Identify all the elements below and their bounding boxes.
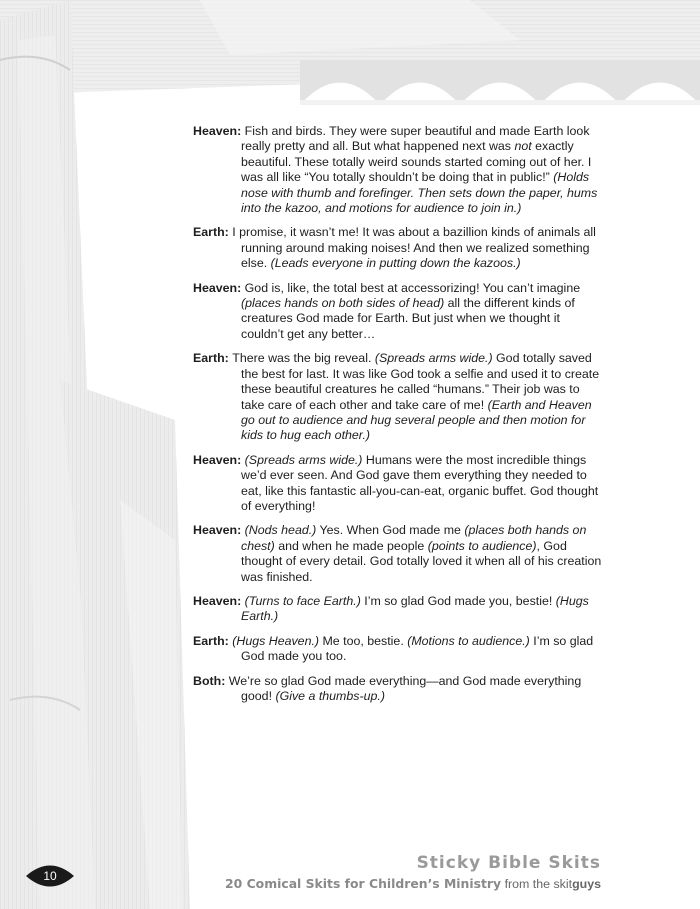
speaker-label: Earth: <box>193 225 229 240</box>
book-title: Sticky Bible Skits <box>416 853 601 873</box>
book-subtitle <box>225 876 601 891</box>
stage-direction: (Motions to audience.) <box>407 633 530 648</box>
dialogue-text: and when he made people <box>274 538 428 553</box>
stage-direction: (Nods head.) <box>244 523 317 538</box>
brand-skit: skit <box>553 877 573 891</box>
speaker-label: Both: <box>193 673 226 688</box>
dialogue-text: all the different kinds of creatures God made for Earth. But just when we thought it couldn’t get any better… <box>241 296 575 341</box>
speaker-label: Heaven: <box>193 280 242 295</box>
speaker-label: Earth: <box>193 633 229 648</box>
dialogue-line <box>193 351 603 443</box>
dialogue-line <box>193 453 603 515</box>
stage-direction: (Hugs Earth.) <box>241 593 589 624</box>
dialogue-text: We’re so glad God made everything—and God made everything good! <box>228 673 582 703</box>
dialogue-line <box>193 674 603 705</box>
stage-direction: (Holds nose with thumb and forefinger. Then sets down the paper, hums into the kazoo, and motions for audience to join in.) <box>241 170 598 216</box>
dialogue-text: I’m so glad God made you too. <box>241 633 594 664</box>
speaker-label: Heaven: <box>193 124 242 138</box>
dialogue-line <box>193 594 603 625</box>
stage-direction: (Leads everyone in putting down the kazoos.) <box>270 256 521 271</box>
dialogue-line <box>193 281 603 343</box>
stage-direction: not <box>514 139 532 154</box>
speaker-label: Heaven: <box>193 452 242 467</box>
dialogue-text: Me too, bestie. <box>319 633 408 648</box>
speaker-label: Heaven: <box>193 523 242 538</box>
stage-direction: (Spreads arms wide.) <box>244 452 363 467</box>
dialogue-text: I’m so glad God made you, bestie! <box>360 593 556 608</box>
dialogue-text: I promise, it wasn’t me! It was about a bazillion kinds of animals all running around making noises! And then we realized something else. <box>232 225 596 271</box>
dialogue-text: Humans were the most incredible things we’d ever seen. And God gave them everything they needed to eat, like this fantastic all-you-can-eat, organic buffet. God thought of everything! <box>241 452 599 513</box>
dialogue-text: Fish and birds. They were super beautiful and made Earth look really pretty and all. But what happened next was <box>241 124 590 154</box>
speaker-label: Earth: <box>193 351 229 366</box>
dialogue-line <box>193 634 603 665</box>
dialogue-line <box>193 523 603 585</box>
dialogue-text: There was the big reveal. <box>232 351 375 366</box>
subtitle-text: 20 Comical Skits for Children’s Ministry <box>225 876 502 891</box>
dialogue-text: God totally saved the best for last. It was like God took a selfie and used it to create these beautiful creatures he called “humans.” Their job was to take care of each other and take care of me! <box>241 351 600 412</box>
dialogue-text: Yes. When God made me <box>316 523 465 538</box>
dialogue-line <box>193 225 603 271</box>
stage-direction: (Earth and Heaven go out to audience and hug several people and then motion for kids to hug each other.) <box>241 397 592 443</box>
stage-direction: (Spreads arms wide.) <box>374 351 493 366</box>
brand-guys: guys <box>572 877 601 891</box>
dialogue-text: , God thought of every detail. God totally loved it when all of his creation was finished. <box>241 538 602 584</box>
script-body <box>193 124 603 713</box>
stage-direction: (Hugs Heaven.) <box>232 633 320 648</box>
page-number: 10 <box>43 869 57 883</box>
dialogue-text: exactly beautiful. These totally weird sounds started coming out of her. I was all like “You totally shouldn’t be doing that in public!” <box>241 139 592 185</box>
stage-direction: (Give a thumbs-up.) <box>275 689 385 703</box>
stage-direction: (Turns to face Earth.) <box>244 593 361 608</box>
stage-direction: (places both hands on chest) <box>241 523 587 553</box>
stage-direction: (places hands on both sides of head) <box>241 296 445 311</box>
stage-direction: (points to audience) <box>427 538 537 553</box>
speaker-label: Heaven: <box>193 593 242 608</box>
dialogue-line <box>193 124 603 216</box>
from-text: from the <box>504 877 551 891</box>
page-number-badge <box>26 861 74 891</box>
dialogue-text: God is, like, the total best at accessorizing! You can’t imagine <box>244 280 581 295</box>
